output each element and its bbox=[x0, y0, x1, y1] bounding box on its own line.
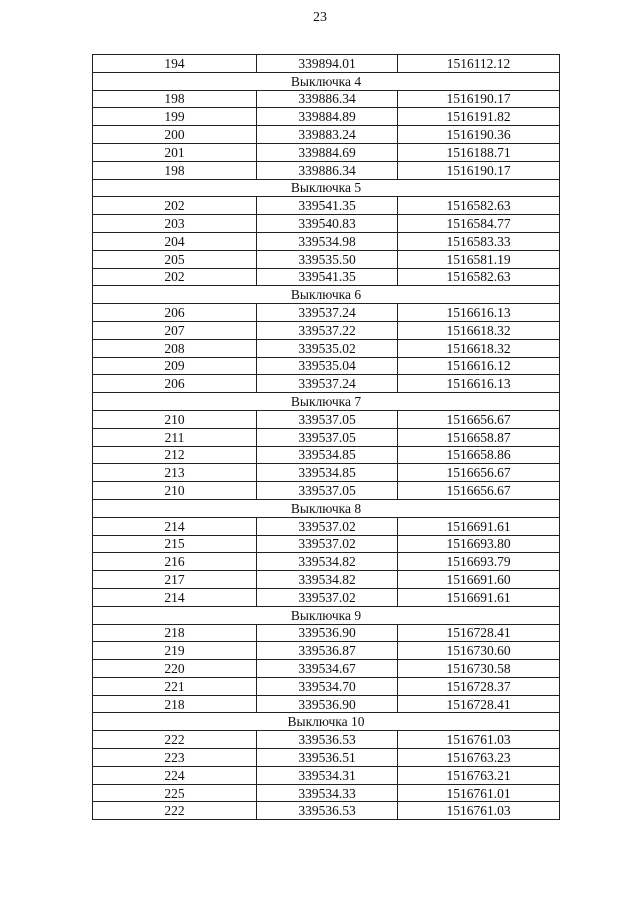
y-coordinate-cell: 1516191.82 bbox=[398, 108, 560, 126]
y-coordinate-cell: 1516616.13 bbox=[398, 304, 560, 322]
x-coordinate-cell: 339534.70 bbox=[257, 677, 398, 695]
y-coordinate-cell: 1516581.19 bbox=[398, 250, 560, 268]
x-coordinate-cell: 339537.05 bbox=[257, 410, 398, 428]
x-coordinate-cell: 339884.69 bbox=[257, 143, 398, 161]
y-coordinate-cell: 1516656.67 bbox=[398, 464, 560, 482]
x-coordinate-cell: 339541.35 bbox=[257, 268, 398, 286]
y-coordinate-cell: 1516730.58 bbox=[398, 660, 560, 678]
table-row bbox=[93, 535, 560, 553]
x-coordinate-cell: 339536.87 bbox=[257, 642, 398, 660]
x-coordinate-cell: 339886.34 bbox=[257, 90, 398, 108]
point-number-cell: 225 bbox=[93, 784, 257, 802]
y-coordinate-cell: 1516763.21 bbox=[398, 766, 560, 784]
table-row bbox=[93, 55, 560, 73]
point-number-cell: 223 bbox=[93, 749, 257, 767]
x-coordinate-cell: 339536.53 bbox=[257, 802, 398, 820]
table-row bbox=[93, 642, 560, 660]
section-header-row bbox=[93, 179, 560, 197]
y-coordinate-cell: 1516691.61 bbox=[398, 588, 560, 606]
point-number-cell: 219 bbox=[93, 642, 257, 660]
point-number-cell: 214 bbox=[93, 517, 257, 535]
x-coordinate-cell: 339535.02 bbox=[257, 339, 398, 357]
section-header-row bbox=[93, 72, 560, 90]
table-row bbox=[93, 784, 560, 802]
table-row bbox=[93, 588, 560, 606]
point-number-cell: 198 bbox=[93, 90, 257, 108]
x-coordinate-cell: 339536.90 bbox=[257, 695, 398, 713]
point-number-cell: 218 bbox=[93, 624, 257, 642]
y-coordinate-cell: 1516616.13 bbox=[398, 375, 560, 393]
page-number: 23 bbox=[313, 10, 327, 25]
y-coordinate-cell: 1516691.60 bbox=[398, 571, 560, 589]
x-coordinate-cell: 339537.24 bbox=[257, 375, 398, 393]
y-coordinate-cell: 1516730.60 bbox=[398, 642, 560, 660]
section-title: Выключка 4 bbox=[93, 72, 560, 90]
x-coordinate-cell: 339894.01 bbox=[257, 55, 398, 73]
y-coordinate-cell: 1516584.77 bbox=[398, 215, 560, 233]
point-number-cell: 206 bbox=[93, 304, 257, 322]
x-coordinate-cell: 339540.83 bbox=[257, 215, 398, 233]
coordinates-table bbox=[92, 54, 560, 820]
point-number-cell: 221 bbox=[93, 677, 257, 695]
point-number-cell: 214 bbox=[93, 588, 257, 606]
y-coordinate-cell: 1516693.79 bbox=[398, 553, 560, 571]
point-number-cell: 218 bbox=[93, 695, 257, 713]
point-number-cell: 206 bbox=[93, 375, 257, 393]
coordinates-table-body bbox=[93, 55, 560, 820]
x-coordinate-cell: 339537.02 bbox=[257, 588, 398, 606]
x-coordinate-cell: 339537.02 bbox=[257, 535, 398, 553]
table-row bbox=[93, 215, 560, 233]
point-number-cell: 222 bbox=[93, 802, 257, 820]
x-coordinate-cell: 339534.33 bbox=[257, 784, 398, 802]
table-row bbox=[93, 410, 560, 428]
point-number-cell: 205 bbox=[93, 250, 257, 268]
point-number-cell: 216 bbox=[93, 553, 257, 571]
y-coordinate-cell: 1516728.41 bbox=[398, 624, 560, 642]
table-row bbox=[93, 268, 560, 286]
x-coordinate-cell: 339535.50 bbox=[257, 250, 398, 268]
point-number-cell: 211 bbox=[93, 428, 257, 446]
x-coordinate-cell: 339534.85 bbox=[257, 446, 398, 464]
section-header-row bbox=[93, 606, 560, 624]
y-coordinate-cell: 1516190.36 bbox=[398, 126, 560, 144]
y-coordinate-cell: 1516582.63 bbox=[398, 197, 560, 215]
section-header-row bbox=[93, 393, 560, 411]
section-title: Выключка 5 bbox=[93, 179, 560, 197]
point-number-cell: 213 bbox=[93, 464, 257, 482]
x-coordinate-cell: 339536.51 bbox=[257, 749, 398, 767]
x-coordinate-cell: 339537.22 bbox=[257, 321, 398, 339]
table-row bbox=[93, 695, 560, 713]
y-coordinate-cell: 1516761.03 bbox=[398, 802, 560, 820]
table-row bbox=[93, 90, 560, 108]
section-header-row bbox=[93, 286, 560, 304]
table-row bbox=[93, 304, 560, 322]
y-coordinate-cell: 1516656.67 bbox=[398, 482, 560, 500]
x-coordinate-cell: 339537.02 bbox=[257, 517, 398, 535]
y-coordinate-cell: 1516761.01 bbox=[398, 784, 560, 802]
table-row bbox=[93, 482, 560, 500]
table-row bbox=[93, 232, 560, 250]
point-number-cell: 201 bbox=[93, 143, 257, 161]
point-number-cell: 212 bbox=[93, 446, 257, 464]
table-row bbox=[93, 749, 560, 767]
y-coordinate-cell: 1516190.17 bbox=[398, 90, 560, 108]
table-row bbox=[93, 446, 560, 464]
x-coordinate-cell: 339537.05 bbox=[257, 428, 398, 446]
y-coordinate-cell: 1516658.87 bbox=[398, 428, 560, 446]
table-row bbox=[93, 660, 560, 678]
table-row bbox=[93, 250, 560, 268]
y-coordinate-cell: 1516763.23 bbox=[398, 749, 560, 767]
table-row bbox=[93, 766, 560, 784]
y-coordinate-cell: 1516190.17 bbox=[398, 161, 560, 179]
point-number-cell: 199 bbox=[93, 108, 257, 126]
section-title: Выключка 8 bbox=[93, 499, 560, 517]
x-coordinate-cell: 339537.24 bbox=[257, 304, 398, 322]
x-coordinate-cell: 339536.90 bbox=[257, 624, 398, 642]
table-row bbox=[93, 357, 560, 375]
x-coordinate-cell: 339886.34 bbox=[257, 161, 398, 179]
table-row bbox=[93, 339, 560, 357]
section-title: Выключка 9 bbox=[93, 606, 560, 624]
point-number-cell: 207 bbox=[93, 321, 257, 339]
x-coordinate-cell: 339537.05 bbox=[257, 482, 398, 500]
table-row bbox=[93, 731, 560, 749]
y-coordinate-cell: 1516691.61 bbox=[398, 517, 560, 535]
x-coordinate-cell: 339884.89 bbox=[257, 108, 398, 126]
x-coordinate-cell: 339536.53 bbox=[257, 731, 398, 749]
y-coordinate-cell: 1516583.33 bbox=[398, 232, 560, 250]
point-number-cell: 202 bbox=[93, 268, 257, 286]
y-coordinate-cell: 1516188.71 bbox=[398, 143, 560, 161]
point-number-cell: 210 bbox=[93, 482, 257, 500]
point-number-cell: 215 bbox=[93, 535, 257, 553]
section-header-row bbox=[93, 713, 560, 731]
point-number-cell: 208 bbox=[93, 339, 257, 357]
table-row bbox=[93, 677, 560, 695]
table-row bbox=[93, 624, 560, 642]
y-coordinate-cell: 1516618.32 bbox=[398, 339, 560, 357]
point-number-cell: 210 bbox=[93, 410, 257, 428]
section-title: Выключка 10 bbox=[93, 713, 560, 731]
point-number-cell: 209 bbox=[93, 357, 257, 375]
x-coordinate-cell: 339534.82 bbox=[257, 571, 398, 589]
point-number-cell: 203 bbox=[93, 215, 257, 233]
table-row bbox=[93, 321, 560, 339]
y-coordinate-cell: 1516616.12 bbox=[398, 357, 560, 375]
point-number-cell: 220 bbox=[93, 660, 257, 678]
x-coordinate-cell: 339534.82 bbox=[257, 553, 398, 571]
table-row bbox=[93, 161, 560, 179]
point-number-cell: 198 bbox=[93, 161, 257, 179]
section-title: Выключка 7 bbox=[93, 393, 560, 411]
section-header-row bbox=[93, 499, 560, 517]
table-row bbox=[93, 517, 560, 535]
y-coordinate-cell: 1516582.63 bbox=[398, 268, 560, 286]
table-row bbox=[93, 197, 560, 215]
y-coordinate-cell: 1516618.32 bbox=[398, 321, 560, 339]
x-coordinate-cell: 339541.35 bbox=[257, 197, 398, 215]
x-coordinate-cell: 339534.67 bbox=[257, 660, 398, 678]
table-row bbox=[93, 126, 560, 144]
point-number-cell: 222 bbox=[93, 731, 257, 749]
point-number-cell: 217 bbox=[93, 571, 257, 589]
x-coordinate-cell: 339883.24 bbox=[257, 126, 398, 144]
x-coordinate-cell: 339534.31 bbox=[257, 766, 398, 784]
point-number-cell: 200 bbox=[93, 126, 257, 144]
table-row bbox=[93, 375, 560, 393]
x-coordinate-cell: 339534.98 bbox=[257, 232, 398, 250]
y-coordinate-cell: 1516112.12 bbox=[398, 55, 560, 73]
point-number-cell: 224 bbox=[93, 766, 257, 784]
y-coordinate-cell: 1516658.86 bbox=[398, 446, 560, 464]
table-row bbox=[93, 464, 560, 482]
table-row bbox=[93, 428, 560, 446]
table-row bbox=[93, 143, 560, 161]
y-coordinate-cell: 1516656.67 bbox=[398, 410, 560, 428]
x-coordinate-cell: 339534.85 bbox=[257, 464, 398, 482]
x-coordinate-cell: 339535.04 bbox=[257, 357, 398, 375]
y-coordinate-cell: 1516728.37 bbox=[398, 677, 560, 695]
table-row bbox=[93, 553, 560, 571]
section-title: Выключка 6 bbox=[93, 286, 560, 304]
table-row bbox=[93, 802, 560, 820]
point-number-cell: 204 bbox=[93, 232, 257, 250]
table-row bbox=[93, 571, 560, 589]
y-coordinate-cell: 1516728.41 bbox=[398, 695, 560, 713]
point-number-cell: 194 bbox=[93, 55, 257, 73]
table-row bbox=[93, 108, 560, 126]
point-number-cell: 202 bbox=[93, 197, 257, 215]
y-coordinate-cell: 1516761.03 bbox=[398, 731, 560, 749]
y-coordinate-cell: 1516693.80 bbox=[398, 535, 560, 553]
